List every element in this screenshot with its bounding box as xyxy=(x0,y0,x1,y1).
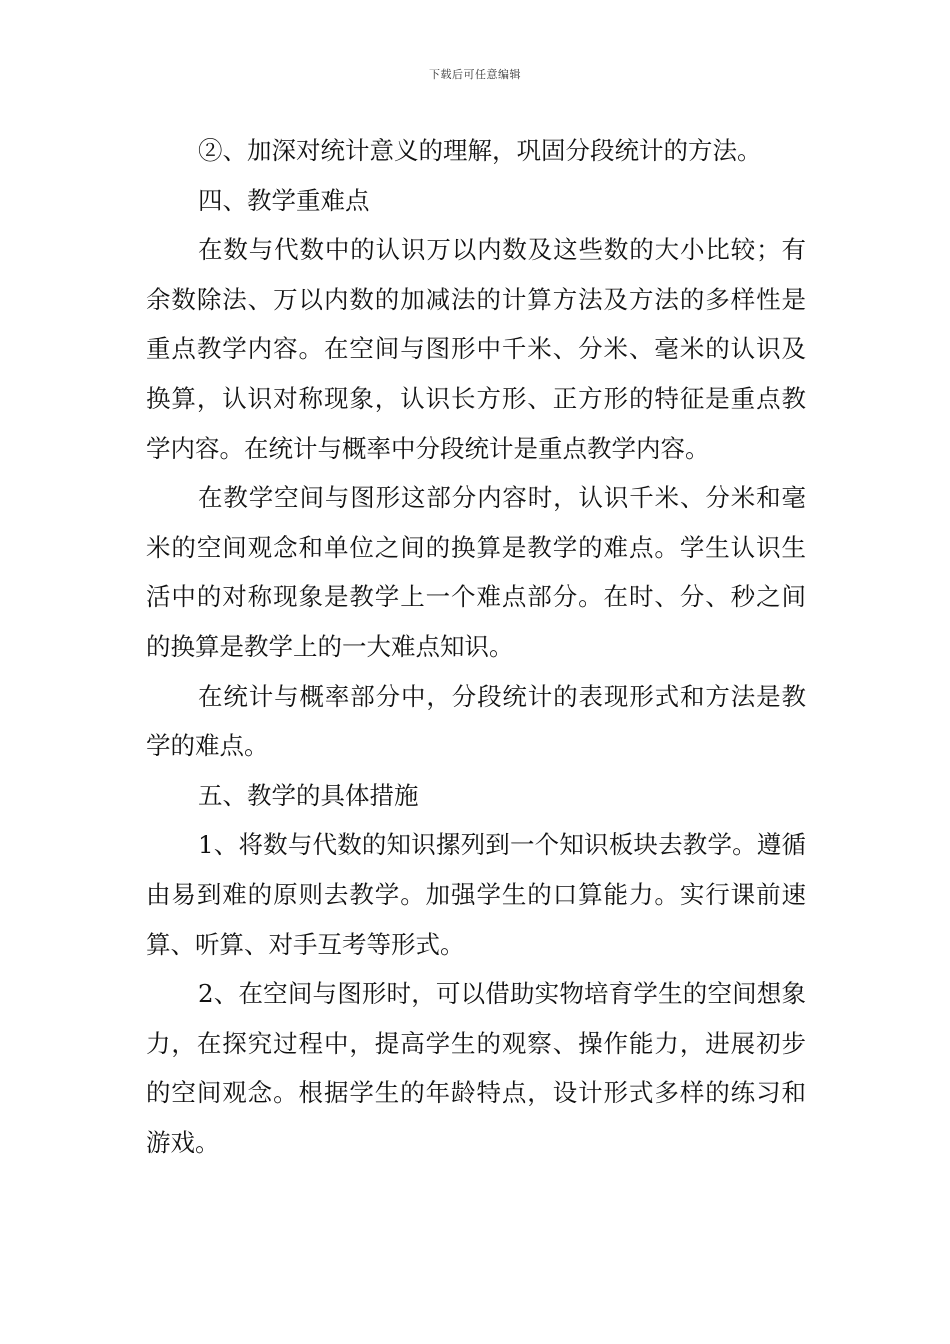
paragraph-measure-2: 2、在空间与图形时，可以借助实物培育学生的空间想象力，在探究过程中，提高学生的观察、操作能力，进展初步的空间观念。根据学生的年龄特点，设计形式多样的练习和游戏。 xyxy=(146,979,806,1157)
paragraph-key-points: 在数与代数中的认识万以内数及这些数的大小比较；有余数除法、万以内数的加减法的计算方法及方法的多样性是重点教学内容。在空间与图形中千米、分米、毫米的认识及换算，认识对称现象，认识长方形、正方形的特征是重点教学内容。在统计与概率中分段统计是重点教学内容。 xyxy=(146,235,806,463)
paragraph-objective-2: ②、加深对统计意义的理解，巩固分段统计的方法。 xyxy=(198,136,762,165)
document-body xyxy=(146,126,806,1167)
paragraph-difficult-points-statistics: 在统计与概率部分中，分段统计的表现形式和方法是教学的难点。 xyxy=(146,681,806,761)
paragraph-difficult-points-space: 在教学空间与图形这部分内容时，认识千米、分米和毫米的空间观念和单位之间的换算是教学的难点。学生认识生活中的对称现象是教学上一个难点部分。在时、分、秒之间的换算是教学上的一大难点知识。 xyxy=(146,483,806,661)
section-heading-key-difficult-points: 四、教学重难点 xyxy=(198,185,370,215)
section-heading-teaching-measures: 五、教学的具体措施 xyxy=(198,780,419,810)
paragraph-measure-1: 1、将数与代数的知识摞列到一个知识板块去教学。遵循由易到难的原则去教学。加强学生的口算能力。实行课前速算、听算、对手互考等形式。 xyxy=(146,830,806,959)
header-note: 下载后可任意编辑 xyxy=(429,68,521,81)
